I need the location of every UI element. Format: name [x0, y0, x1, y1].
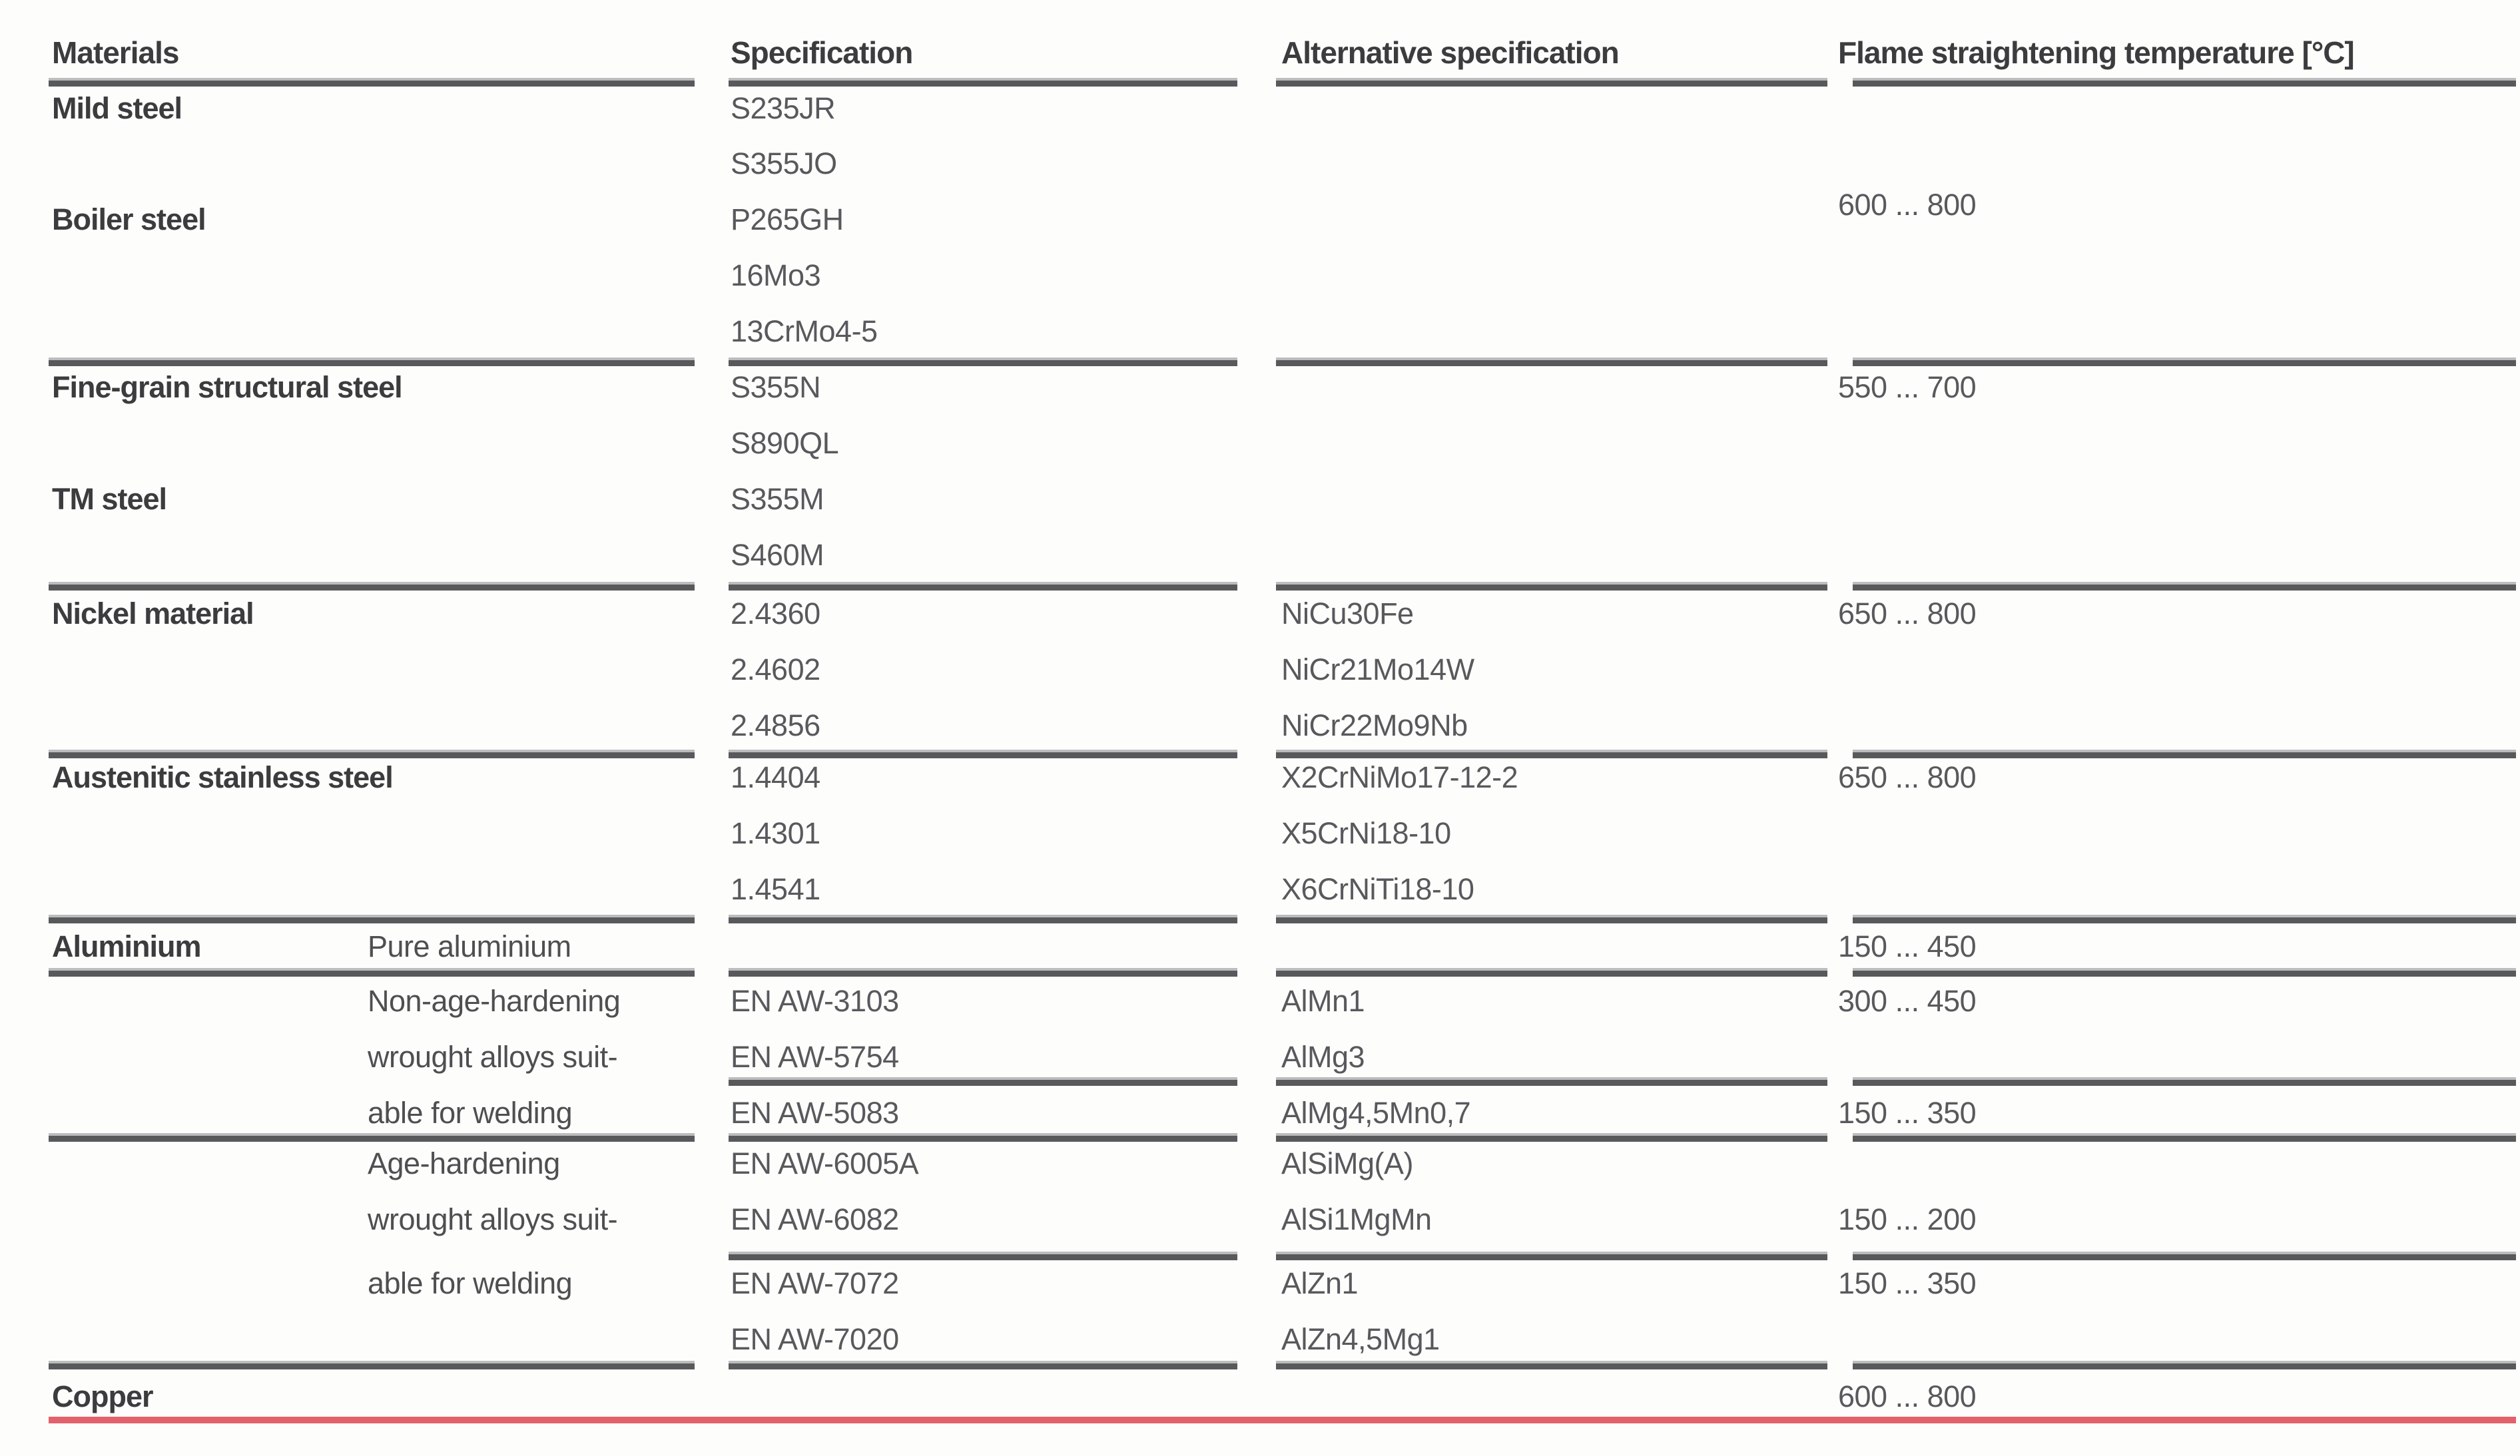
section-divider: [1853, 582, 2516, 591]
alt-spec-value: X2CrNiMo17-12-2: [1281, 760, 1518, 794]
section-divider: [729, 915, 1237, 923]
column-header-specification: Specification: [731, 35, 913, 70]
temp-value: 150 ... 350: [1838, 1096, 1977, 1130]
temp-value: 550 ... 700: [1838, 370, 1977, 404]
section-divider: [729, 1361, 1237, 1369]
column-header-alternative: Alternative specification: [1281, 35, 1619, 70]
temp-value: 150 ... 200: [1838, 1202, 1977, 1236]
spec-value: S460M: [731, 538, 824, 572]
alt-spec-value: X6CrNiTi18-10: [1281, 872, 1474, 906]
temp-value: 150 ... 450: [1838, 929, 1977, 963]
section-divider: [1276, 1133, 1827, 1142]
alt-spec-value: AlMg4,5Mn0,7: [1281, 1096, 1471, 1130]
table-bottom-accent-rule: [49, 1417, 2516, 1423]
spec-value: S890QL: [731, 426, 839, 460]
spec-value: 1.4541: [731, 872, 820, 906]
material-name: Aluminium: [52, 929, 201, 963]
section-divider: [1276, 582, 1827, 591]
header-rule-specification: [729, 78, 1237, 87]
material-name: Austenitic stainless steel: [52, 760, 393, 794]
alt-spec-value: AlZn1: [1281, 1266, 1359, 1300]
section-divider: [1853, 358, 2516, 366]
spec-value: 2.4602: [731, 652, 820, 686]
sub-material-line: able for welding: [368, 1096, 573, 1130]
section-divider: [1853, 750, 2516, 758]
header-rule-alternative: [1276, 78, 1827, 87]
spec-value: 2.4360: [731, 597, 820, 630]
spec-value: P265GH: [731, 202, 844, 236]
temp-value: 600 ... 800: [1838, 1379, 1977, 1413]
spec-value: S355N: [731, 370, 821, 404]
sub-material-name: Pure aluminium: [368, 929, 571, 963]
column-header-materials: Materials: [52, 35, 179, 70]
alt-spec-value: NiCr22Mo9Nb: [1281, 708, 1468, 742]
material-name: Mild steel: [52, 91, 182, 125]
section-divider: [49, 582, 695, 591]
section-divider: [1853, 915, 2516, 923]
header-rule-temperature: [1853, 78, 2516, 87]
spec-value: EN AW-6005A: [731, 1146, 919, 1180]
material-name: Copper: [52, 1379, 153, 1413]
section-divider: [729, 582, 1237, 591]
material-name: Nickel material: [52, 597, 254, 630]
spec-value: EN AW-5083: [731, 1096, 899, 1130]
section-divider: [49, 915, 695, 923]
sub-material-line: Age-hardening: [368, 1146, 560, 1180]
row-divider: [729, 1077, 1237, 1086]
section-divider: [49, 358, 695, 366]
alt-spec-value: AlZn4,5Mg1: [1281, 1322, 1440, 1356]
spec-value: S355M: [731, 482, 824, 516]
spec-value: 16Mo3: [731, 258, 821, 292]
spec-value: 1.4404: [731, 760, 820, 794]
temp-value: 150 ... 350: [1838, 1266, 1977, 1300]
section-divider: [49, 968, 695, 977]
spec-value: S355JO: [731, 146, 837, 180]
section-divider: [729, 358, 1237, 366]
section-divider: [729, 1133, 1237, 1142]
section-divider: [1853, 1133, 2516, 1142]
sub-material-line: Non-age-hardening: [368, 984, 621, 1018]
temp-value: 300 ... 450: [1838, 984, 1977, 1018]
section-divider: [1276, 358, 1827, 366]
section-divider: [729, 968, 1237, 977]
section-divider: [1276, 968, 1827, 977]
header-rule-materials: [49, 78, 695, 87]
section-divider: [1853, 968, 2516, 977]
spec-value: 13CrMo4-5: [731, 314, 878, 348]
row-divider: [1853, 1077, 2516, 1086]
temp-value: 650 ... 800: [1838, 597, 1977, 630]
section-divider: [49, 1133, 695, 1142]
row-divider: [1276, 1077, 1827, 1086]
sub-material-line: able for welding: [368, 1266, 573, 1300]
alt-spec-value: AlSiMg(A): [1281, 1146, 1414, 1180]
section-divider: [49, 1361, 695, 1369]
section-divider: [1276, 1361, 1827, 1369]
spec-value: EN AW-5754: [731, 1040, 899, 1074]
alt-spec-value: NiCr21Mo14W: [1281, 652, 1474, 686]
alt-spec-value: AlMg3: [1281, 1040, 1365, 1074]
sub-material-line: wrought alloys suit-: [368, 1040, 618, 1074]
spec-value: EN AW-7020: [731, 1322, 899, 1356]
column-header-temperature: Flame straightening temperature [°C]: [1838, 35, 2354, 70]
temp-value: 650 ... 800: [1838, 760, 1977, 794]
section-divider: [1853, 1361, 2516, 1369]
row-divider: [1853, 1252, 2516, 1260]
row-divider: [729, 1252, 1237, 1260]
row-divider: [1276, 1252, 1827, 1260]
spec-value: 1.4301: [731, 816, 820, 850]
spec-value: EN AW-6082: [731, 1202, 899, 1236]
spec-value: EN AW-7072: [731, 1266, 899, 1300]
section-divider: [1276, 750, 1827, 758]
alt-spec-value: AlMn1: [1281, 984, 1365, 1018]
spec-value: EN AW-3103: [731, 984, 899, 1018]
alt-spec-value: AlSi1MgMn: [1281, 1202, 1432, 1236]
alt-spec-value: X5CrNi18-10: [1281, 816, 1451, 850]
section-divider: [729, 750, 1237, 758]
alt-spec-value: NiCu30Fe: [1281, 597, 1414, 630]
temp-value: 600 ... 800: [1838, 188, 1977, 222]
spec-value: S235JR: [731, 91, 836, 125]
section-divider: [49, 750, 695, 758]
sub-material-line: wrought alloys suit-: [368, 1202, 618, 1236]
material-name: TM steel: [52, 482, 167, 516]
material-name: Boiler steel: [52, 202, 206, 236]
material-name: Fine-grain structural steel: [52, 370, 402, 404]
spec-value: 2.4856: [731, 708, 820, 742]
section-divider: [1276, 915, 1827, 923]
